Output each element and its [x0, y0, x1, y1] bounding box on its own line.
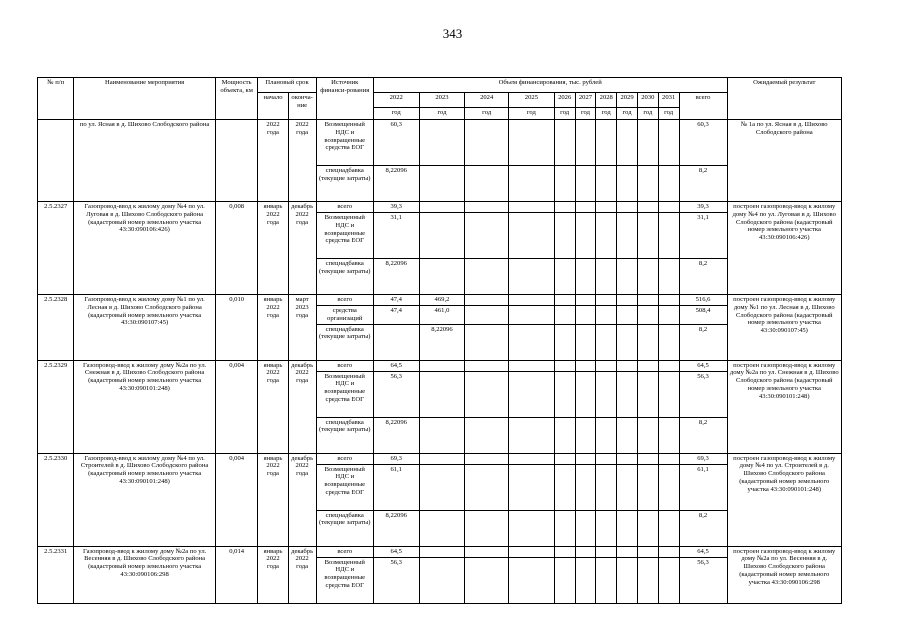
financing-table: [37, 77, 842, 604]
funding-source: Возмещенный НДС и возвращенные средства ЕОГ: [316, 557, 373, 603]
measure-name: по ул. Ясная в д. Шихово Слободского района: [74, 120, 215, 202]
year-value: [596, 510, 617, 546]
year-value: [596, 324, 617, 360]
col-term-start-header: начало: [258, 93, 288, 120]
year-value: 64,5: [373, 546, 419, 557]
funding-source: всего: [316, 202, 373, 213]
year-value: [554, 557, 575, 603]
year-value: [596, 453, 617, 464]
year-value: [465, 360, 509, 371]
year-value: [658, 202, 679, 213]
term-end: декабрь 2022 года: [288, 546, 316, 603]
year-value: [617, 360, 638, 371]
year-unit: год: [373, 108, 419, 120]
year-value: [554, 213, 575, 259]
year-value: [596, 306, 617, 325]
measure-name: Газопровод-ввод к жилому дому №2а по ул. Весенняя в д. Шихово Слободского района (кадастровый номер земельного участка 43:30:090106:298: [74, 546, 215, 603]
year-value: [596, 360, 617, 371]
year-value: 8,22096: [373, 259, 419, 295]
year-value: [554, 166, 575, 202]
year-value: [509, 546, 555, 557]
year-value: [658, 371, 679, 417]
year-value: [419, 360, 465, 371]
funding-source: средства организаций: [316, 306, 373, 325]
table-row: [38, 453, 842, 464]
year-value: [617, 557, 638, 603]
object-power: 0,014: [215, 546, 258, 603]
year-value: [419, 213, 465, 259]
year-unit: год: [617, 108, 638, 120]
year-value: [575, 202, 596, 213]
year-value: [509, 453, 555, 464]
col-source-header: Источник финанси-рования: [316, 78, 373, 120]
year-value: [575, 453, 596, 464]
year-unit: год: [554, 108, 575, 120]
year-value: [509, 295, 555, 306]
year-value: [637, 464, 658, 510]
year-value: [554, 295, 575, 306]
year-header: 2022: [373, 93, 419, 108]
year-value: [575, 464, 596, 510]
year-value: [658, 510, 679, 546]
year-value: [575, 259, 596, 295]
year-value: [596, 417, 617, 453]
year-value: 461,0: [419, 306, 465, 325]
year-value: [637, 324, 658, 360]
expected-result: № 1а по ул. Ясная в д. Шихово Слободского района: [727, 120, 841, 202]
year-header: 2027: [575, 93, 596, 108]
year-value: [575, 371, 596, 417]
year-value: [637, 360, 658, 371]
year-header: 2028: [596, 93, 617, 108]
term-end: декабрь 2022 года: [288, 202, 316, 295]
year-value: [658, 295, 679, 306]
year-value: [658, 120, 679, 166]
year-value: [509, 306, 555, 325]
funding-source: спецнадбавка (текущие затраты): [316, 166, 373, 202]
total-value: 56,3: [679, 371, 727, 417]
year-value: [637, 259, 658, 295]
year-value: [596, 166, 617, 202]
year-value: [637, 510, 658, 546]
year-value: [596, 213, 617, 259]
year-value: [509, 166, 555, 202]
year-value: [554, 453, 575, 464]
total-value: 8,2: [679, 166, 727, 202]
term-start: январь 2022 года: [258, 295, 288, 361]
year-value: [575, 324, 596, 360]
col-volume-header: Объем финансирования, тыс. рублей: [373, 78, 727, 93]
year-value: [617, 259, 638, 295]
year-value: [575, 213, 596, 259]
expected-result: построен газопровод-ввод к жилому дому №4 по ул. Строителей в д. Шихово Слободского района (кадастровый номер земельного участка 43:30:090101:248): [727, 453, 841, 546]
year-value: [465, 213, 509, 259]
row-number: 2.5.2327: [38, 202, 74, 295]
total-value: 8,2: [679, 417, 727, 453]
year-value: [658, 557, 679, 603]
year-value: [554, 120, 575, 166]
year-value: [419, 417, 465, 453]
year-value: [465, 202, 509, 213]
table-body: [38, 120, 842, 604]
year-value: [509, 417, 555, 453]
year-value: [554, 371, 575, 417]
funding-source: спецнадбавка (текущие затраты): [316, 259, 373, 295]
year-value: [509, 510, 555, 546]
year-value: [637, 306, 658, 325]
page-number: 343: [442, 26, 463, 41]
year-value: [419, 557, 465, 603]
year-value: [637, 213, 658, 259]
year-value: [596, 259, 617, 295]
object-power: 0,004: [215, 360, 258, 453]
year-header: 2024: [465, 93, 509, 108]
year-value: [465, 417, 509, 453]
term-start: январь 2022 года: [258, 360, 288, 453]
year-unit: год: [575, 108, 596, 120]
year-value: 8,22096: [373, 166, 419, 202]
year-value: [554, 202, 575, 213]
funding-source: Возмещенный НДС и возвращенные средства ЕОГ: [316, 213, 373, 259]
year-value: [575, 306, 596, 325]
year-value: [575, 557, 596, 603]
year-value: [465, 557, 509, 603]
expected-result: построен газопровод-ввод к жилому дому №2а по ул. Весенняя в д. Шихово Слободского района (кадастровый номер земельного участка 43:30:090106:298: [727, 546, 841, 603]
year-value: [596, 546, 617, 557]
year-value: [637, 453, 658, 464]
term-end: декабрь 2022 года: [288, 453, 316, 546]
measure-name: Газопровод-ввод к жилому дому №4 по ул. Луговая в д. Шихово Слободского района (кадастровый номер земельного участка 43:30:090106:426): [74, 202, 215, 295]
year-value: [617, 546, 638, 557]
year-value: [509, 557, 555, 603]
year-value: [465, 324, 509, 360]
year-value: [575, 546, 596, 557]
row-number: 2.5.2328: [38, 295, 74, 361]
year-value: [617, 213, 638, 259]
year-value: 47,4: [373, 295, 419, 306]
year-value: [596, 371, 617, 417]
year-value: [658, 259, 679, 295]
row-number: 2.5.2330: [38, 453, 74, 546]
year-value: [658, 324, 679, 360]
year-value: [658, 546, 679, 557]
object-power: 0,010: [215, 295, 258, 361]
year-value: 56,3: [373, 371, 419, 417]
funding-source: спецнадбавка (текущие затраты): [316, 510, 373, 546]
funding-source: всего: [316, 295, 373, 306]
year-value: [575, 120, 596, 166]
year-value: [617, 166, 638, 202]
year-value: [554, 324, 575, 360]
year-value: [509, 360, 555, 371]
year-value: [575, 295, 596, 306]
col-result-header: Ожидаемый результат: [727, 78, 841, 120]
year-value: [617, 202, 638, 213]
term-end: декабрь 2022 года: [288, 360, 316, 453]
term-start: январь 2022 года: [258, 453, 288, 546]
measure-name: Газопровод-ввод к жилому дому №2а по ул. Снежная в д. Шихово Слободского района (кадастровый номер земельного участка 43:30:090101:248): [74, 360, 215, 453]
funding-source: Возмещенный НДС и возвращенные средства ЕОГ: [316, 464, 373, 510]
term-start: январь 2022 года: [258, 546, 288, 603]
year-value: [554, 510, 575, 546]
year-value: [554, 259, 575, 295]
year-value: [575, 417, 596, 453]
year-value: 69,3: [373, 453, 419, 464]
year-value: [617, 306, 638, 325]
funding-source: спецнадбавка (текущие затраты): [316, 417, 373, 453]
object-power: 0,004: [215, 453, 258, 546]
year-header: 2030: [637, 93, 658, 108]
year-value: [617, 510, 638, 546]
year-value: [596, 295, 617, 306]
year-value: [596, 120, 617, 166]
table-header: [38, 78, 842, 120]
year-value: 39,3: [373, 202, 419, 213]
year-value: [465, 120, 509, 166]
year-unit: год: [596, 108, 617, 120]
year-value: [465, 306, 509, 325]
year-value: 56,3: [373, 557, 419, 603]
funding-source: всего: [316, 360, 373, 371]
year-value: 8,22096: [373, 510, 419, 546]
col-total-header: всего: [679, 93, 727, 120]
total-value: 508,4: [679, 306, 727, 325]
table-row: [38, 360, 842, 371]
year-value: [575, 510, 596, 546]
total-value: 8,2: [679, 510, 727, 546]
year-value: [419, 464, 465, 510]
year-value: [637, 417, 658, 453]
year-value: [617, 295, 638, 306]
year-value: [465, 371, 509, 417]
funding-source: спецнадбавка (текущие затраты): [316, 324, 373, 360]
year-value: [596, 557, 617, 603]
term-end: март 2023 года: [288, 295, 316, 361]
term-start: январь 2022 года: [258, 202, 288, 295]
year-header: 2029: [617, 93, 638, 108]
table-row: [38, 295, 842, 306]
year-unit: год: [509, 108, 555, 120]
year-value: [509, 259, 555, 295]
year-value: [554, 306, 575, 325]
expected-result: построен газопровод-ввод к жилому дому №2а по ул. Снежная в д. Шихово Слободского района (кадастровый номер земельного участка 43:30:090101:248): [727, 360, 841, 453]
year-value: [575, 360, 596, 371]
total-value: 69,3: [679, 453, 727, 464]
year-value: 8,22096: [419, 324, 465, 360]
total-value: 64,5: [679, 546, 727, 557]
year-value: [637, 120, 658, 166]
year-value: [596, 464, 617, 510]
year-value: [373, 324, 419, 360]
total-value: 39,3: [679, 202, 727, 213]
year-value: [465, 295, 509, 306]
year-value: 31,1: [373, 213, 419, 259]
year-value: [658, 306, 679, 325]
col-name-header: Наименование мероприятия: [74, 78, 215, 120]
funding-source: всего: [316, 453, 373, 464]
col-power-header: Мощность объекта, км: [215, 78, 258, 120]
expected-result: построен газопровод-ввод к жилому дому №1 по ул. Лесная в д. Шихово Слободского района (кадастровый номер земельного участка 43:30:090107:45): [727, 295, 841, 361]
table-row: [38, 202, 842, 213]
object-power: 0,008: [215, 202, 258, 295]
year-unit: год: [465, 108, 509, 120]
year-value: [637, 295, 658, 306]
year-value: [465, 259, 509, 295]
year-value: [637, 557, 658, 603]
year-header: 2023: [419, 93, 465, 108]
expected-result: построен газопровод-ввод к жилому дому №4 по ул. Луговая в д. Шихово Слободского района (кадастровый номер земельного участка 43:30:090106:426): [727, 202, 841, 295]
year-value: 469,2: [419, 295, 465, 306]
year-value: [465, 166, 509, 202]
year-header: 2031: [658, 93, 679, 108]
total-value: 64,5: [679, 360, 727, 371]
year-value: [554, 464, 575, 510]
total-value: 60,3: [679, 120, 727, 166]
row-number: 2.5.2331: [38, 546, 74, 603]
year-header: 2026: [554, 93, 575, 108]
col-num-header: № п/п: [38, 78, 74, 120]
year-value: [637, 371, 658, 417]
funding-source: Возмещенный НДС и возвращенные средства ЕОГ: [316, 371, 373, 417]
year-value: [617, 120, 638, 166]
year-value: [465, 546, 509, 557]
year-value: [617, 464, 638, 510]
total-value: 8,2: [679, 324, 727, 360]
row-number: 2.5.2329: [38, 360, 74, 453]
year-unit: год: [419, 108, 465, 120]
year-value: [509, 213, 555, 259]
year-unit: год: [658, 108, 679, 120]
funding-source: Возмещенный НДС и возвращенные средства ЕОГ: [316, 120, 373, 166]
year-value: [637, 202, 658, 213]
year-value: [658, 166, 679, 202]
year-value: [658, 417, 679, 453]
year-value: [554, 546, 575, 557]
year-value: [509, 464, 555, 510]
total-value: 61,1: [679, 464, 727, 510]
year-value: [419, 371, 465, 417]
year-value: [575, 166, 596, 202]
object-power: [215, 120, 258, 202]
year-value: [658, 464, 679, 510]
year-value: [617, 324, 638, 360]
year-value: 47,4: [373, 306, 419, 325]
total-value: 516,6: [679, 295, 727, 306]
measure-name: Газопровод-ввод к жилому дому №1 по ул. Лесная в д. Шихово Слободского района (кадастровый номер земельного участка 43:30:090107:45): [74, 295, 215, 361]
measure-name: Газопровод-ввод к жилому дому №4 по ул. Строителей в д. Шихово Слободского района (кадастровый номер земельного участка 43:30:090101:248): [74, 453, 215, 546]
year-value: [637, 166, 658, 202]
year-value: 64,5: [373, 360, 419, 371]
term-end: 2022 года: [288, 120, 316, 202]
table-row: [38, 120, 842, 166]
year-value: [617, 371, 638, 417]
total-value: 8,2: [679, 259, 727, 295]
year-value: [419, 259, 465, 295]
year-value: [658, 213, 679, 259]
year-value: 61,1: [373, 464, 419, 510]
year-value: [465, 453, 509, 464]
col-term-header: Плановый срок: [258, 78, 316, 93]
year-value: [419, 453, 465, 464]
year-value: [419, 120, 465, 166]
col-term-end-header: оконча-ние: [288, 93, 316, 120]
year-value: [509, 371, 555, 417]
total-value: 31,1: [679, 213, 727, 259]
year-value: [637, 546, 658, 557]
total-value: 56,3: [679, 557, 727, 603]
year-value: [596, 202, 617, 213]
year-value: [419, 510, 465, 546]
year-value: [554, 360, 575, 371]
funding-source: всего: [316, 546, 373, 557]
year-value: [554, 417, 575, 453]
year-value: 8,22096: [373, 417, 419, 453]
year-unit: год: [637, 108, 658, 120]
year-value: [617, 453, 638, 464]
table-row: [38, 546, 842, 557]
year-value: [419, 546, 465, 557]
row-number: [38, 120, 74, 202]
year-value: [658, 360, 679, 371]
year-value: [658, 453, 679, 464]
year-value: [419, 166, 465, 202]
term-start: 2022 года: [258, 120, 288, 202]
year-value: [419, 202, 465, 213]
year-value: [465, 510, 509, 546]
year-value: [509, 120, 555, 166]
year-value: 60,3: [373, 120, 419, 166]
year-value: [465, 464, 509, 510]
year-header: 2025: [509, 93, 555, 108]
year-value: [509, 324, 555, 360]
year-value: [617, 417, 638, 453]
year-value: [509, 202, 555, 213]
